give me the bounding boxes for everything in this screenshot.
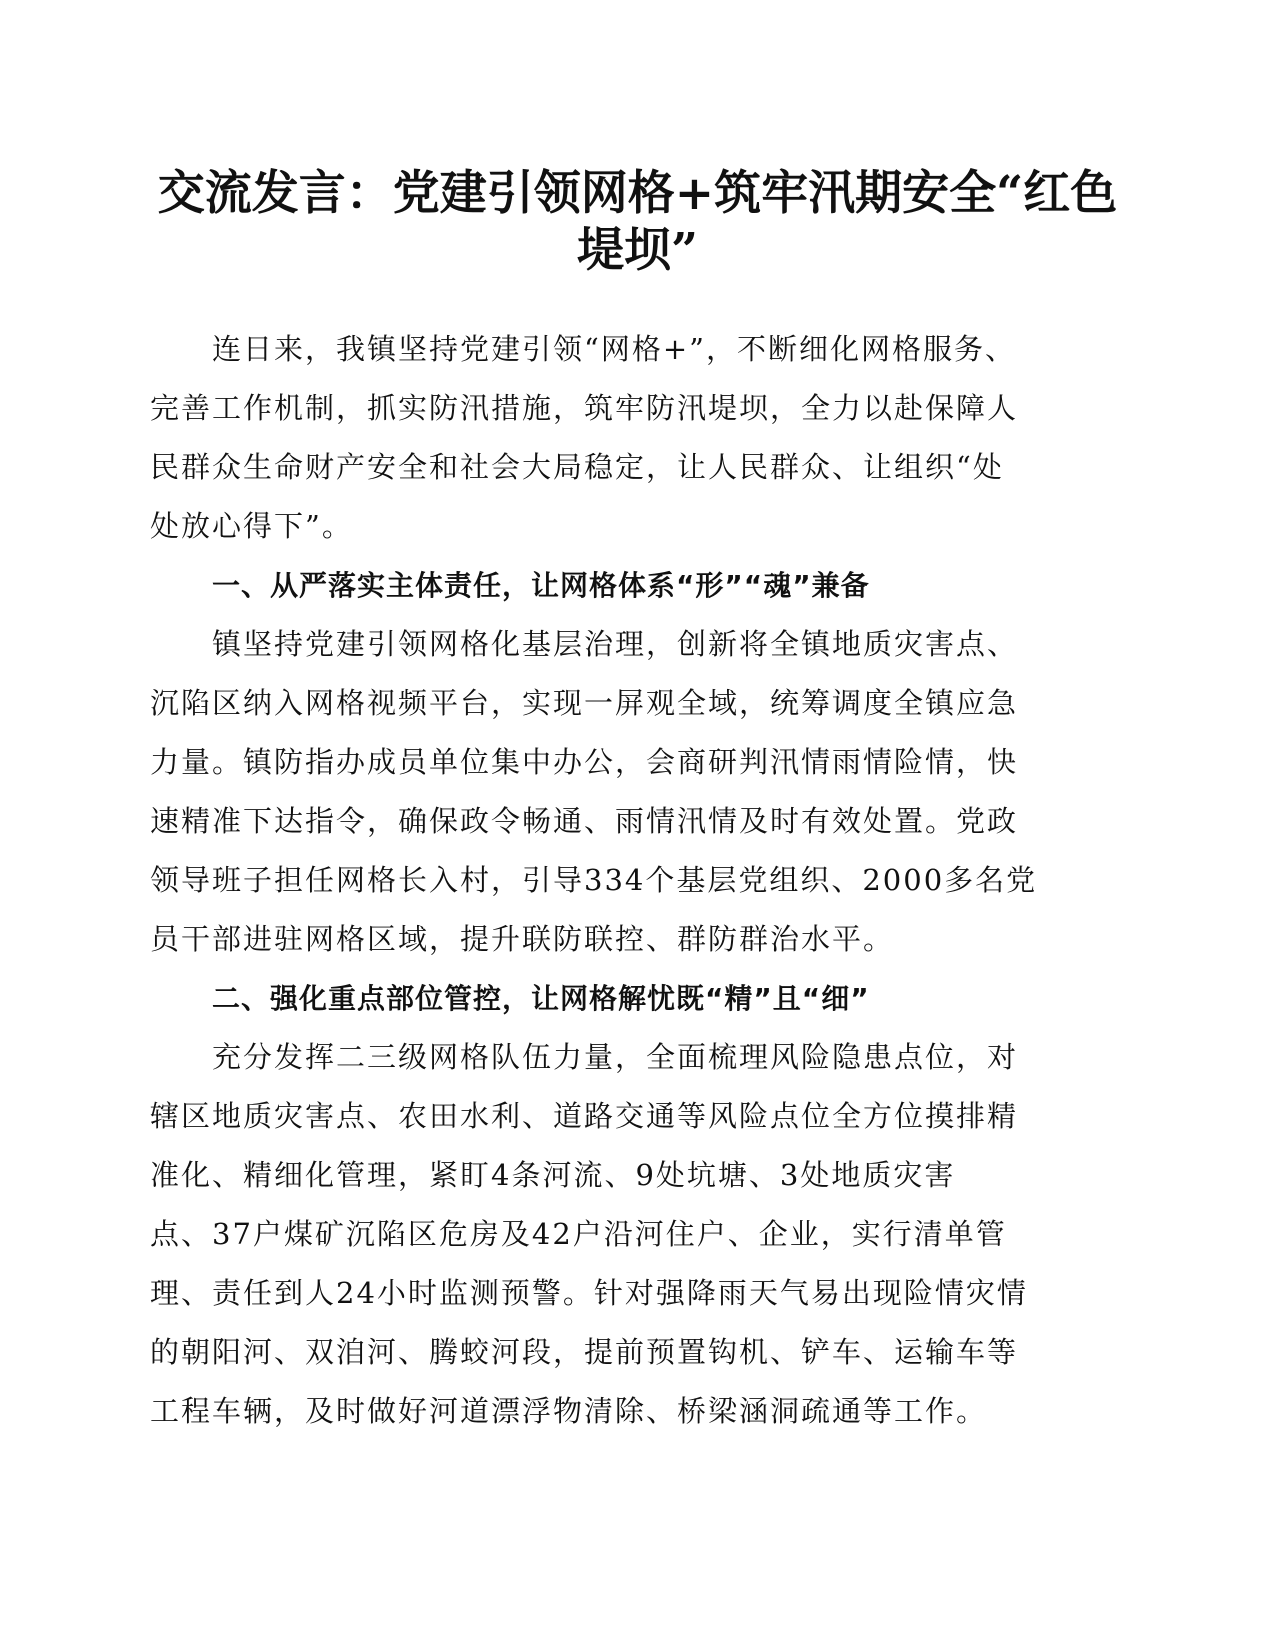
document-body xyxy=(150,320,1090,1441)
paragraph-line: 速精准下达指令，确保政令畅通、雨情汛情及时有效处置。党政 xyxy=(150,804,1019,838)
section2-paragraph xyxy=(150,1028,1090,1441)
paragraph-line: 点、37户煤矿沉陷区危房及42户沿河住户、企业，实行清单管 xyxy=(150,1217,1007,1251)
section-heading-2: 二、强化重点部位管控，让网格解忧既“精”且“细” xyxy=(212,982,870,1015)
paragraph-line: 员干部进驻网格区域，提升联防联控、群防群治水平。 xyxy=(150,922,895,956)
document-title xyxy=(120,165,1155,279)
paragraph-line: 完善工作机制，抓实防汛措施，筑牢防汛堤坝，全力以赴保障人 xyxy=(150,391,1019,425)
paragraph-line: 力量。镇防指办成员单位集中办公，会商研判汛情雨情险情，快 xyxy=(150,745,1019,779)
paragraph-line: 沉陷区纳入网格视频平台，实现一屏观全域，统筹调度全镇应急 xyxy=(150,686,1019,720)
title-line: 交流发言：党建引领网格+筑牢汛期安全“红色 xyxy=(157,166,1118,221)
section1-paragraph xyxy=(150,615,1090,969)
paragraph-line: 处放心得下”。 xyxy=(150,509,353,543)
paragraph-line: 民群众生命财产安全和社会大局稳定，让人民群众、让组织“处 xyxy=(150,450,1004,484)
paragraph-line: 工程车辆，及时做好河道漂浮物清除、桥梁涵洞疏通等工作。 xyxy=(150,1394,988,1428)
paragraph-line: 领导班子担任网格长入村，引导334个基层党组织、2000多名党 xyxy=(150,863,1038,897)
paragraph-line: 辖区地质灾害点、农田水利、道路交通等风险点位全方位摸排精 xyxy=(150,1099,1019,1133)
intro-paragraph xyxy=(150,320,1090,556)
title-line: 堤坝” xyxy=(576,223,699,278)
section-heading-1: 一、从严落实主体责任，让网格体系“形”“魂”兼备 xyxy=(212,569,870,602)
paragraph-line: 镇坚持党建引领网格化基层治理，创新将全镇地质灾害点、 xyxy=(212,627,1019,661)
paragraph-line: 连日来，我镇坚持党建引领“网格+”，不断细化网格服务、 xyxy=(212,332,1016,366)
paragraph-line: 准化、精细化管理，紧盯4条河流、9处坑塘、3处地质灾害 xyxy=(150,1158,956,1192)
paragraph-line: 的朝阳河、双洎河、腾蛟河段，提前预置钩机、铲车、运输车等 xyxy=(150,1335,1019,1369)
paragraph-line: 理、责任到人24小时监测预警。针对强降雨天气易出现险情灾情 xyxy=(150,1276,1028,1310)
paragraph-line: 充分发挥二三级网格队伍力量，全面梳理风险隐患点位，对 xyxy=(212,1040,1019,1074)
